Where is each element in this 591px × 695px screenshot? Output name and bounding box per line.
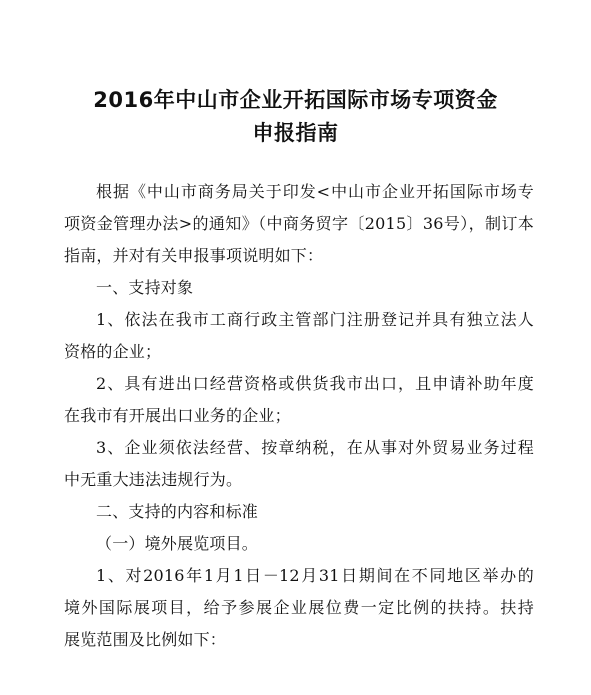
document-title-line-2: 申报指南 bbox=[252, 121, 339, 145]
document-body bbox=[64, 176, 534, 656]
paragraph-intro-line-3: 指南，并对有关申报事项说明如下： bbox=[64, 246, 324, 265]
exhibition-item-1-line-3: 展览范围及比例如下： bbox=[64, 630, 227, 649]
section-heading-support-target: 一、支持对象 bbox=[96, 278, 194, 297]
item-2-line-1: 2、具有进出口经营资格或供货我市出口，且申请补助年度 bbox=[96, 374, 534, 393]
item-3-line-1: 3、企业须依法经营、按章纳税，在从事对外贸易业务过程 bbox=[96, 438, 534, 457]
item-3-line-2: 中无重大违法违规行为。 bbox=[64, 470, 243, 489]
subsection-heading-overseas-exhibition: （一）境外展览项目。 bbox=[96, 534, 259, 553]
item-1-line-1: 1、依法在我市工商行政主管部门注册登记并具有独立法人 bbox=[96, 310, 534, 329]
exhibition-item-1-line-2: 境外国际展项目，给予参展企业展位费一定比例的扶持。扶持 bbox=[64, 598, 534, 617]
section-heading-content-standard: 二、支持的内容和标准 bbox=[96, 502, 259, 521]
exhibition-item-1-line-1: 1、对2016年1月1日－12月31日期间在不同地区举办的 bbox=[96, 566, 534, 585]
document-title-line-1: 2016年中山市企业开拓国际市场专项资金 bbox=[93, 88, 498, 112]
item-1-line-2: 资格的企业； bbox=[64, 342, 162, 361]
paragraph-intro-line-1: 根据《中山市商务局关于印发<中山市企业开拓国际市场专 bbox=[96, 182, 534, 201]
item-2-line-2: 在我市有开展出口业务的企业； bbox=[64, 406, 291, 425]
paragraph-intro-line-2: 项资金管理办法>的通知》（中商务贸字〔2015〕36号），制订本 bbox=[64, 214, 534, 233]
